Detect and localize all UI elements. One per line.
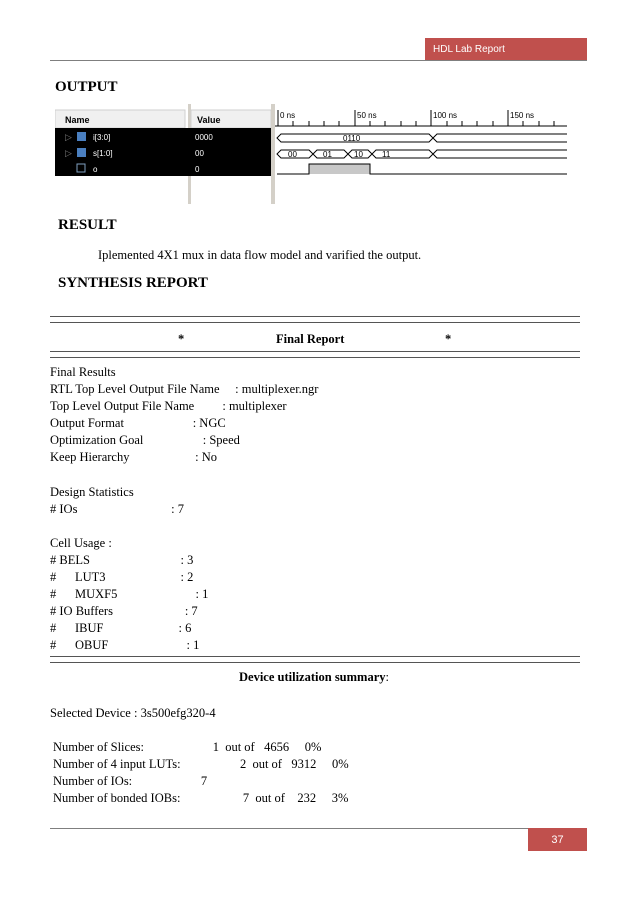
report-line: # LUT3 : 2 xyxy=(50,570,194,584)
footer-rule xyxy=(50,828,587,829)
report-line: Top Level Output File Name : multiplexer xyxy=(50,399,287,413)
report-line: # IO Buffers : 7 xyxy=(50,604,198,618)
selected-device: Selected Device : 3s500efg320-4 xyxy=(50,706,216,720)
result-heading: RESULT xyxy=(58,217,117,233)
page-number: 37 xyxy=(528,828,587,851)
time-label: 100 ns xyxy=(433,111,458,120)
report-rule xyxy=(50,316,580,323)
s-bus-value: 00 xyxy=(288,150,297,159)
report-line: # IBUF : 6 xyxy=(50,621,192,635)
report-line: RTL Top Level Output File Name : multiplexer.ngr xyxy=(50,382,319,396)
report-line: Cell Usage : xyxy=(50,536,112,550)
time-label: 150 ns xyxy=(510,111,535,120)
report-rule xyxy=(50,351,580,358)
signal-value-o: 0 xyxy=(195,165,200,174)
s-bus-value: 10 xyxy=(354,150,363,159)
signal-value-s: 00 xyxy=(195,149,204,158)
util-title-colon: : xyxy=(385,670,389,684)
synthesis-heading: SYNTHESIS REPORT xyxy=(58,275,208,291)
report-line: Keep Hierarchy : No xyxy=(50,450,217,464)
util-line: Number of IOs: 7 xyxy=(53,774,208,788)
expand-icon[interactable]: ▷ xyxy=(65,148,72,158)
header-rule xyxy=(50,60,587,61)
expand-icon[interactable]: ▷ xyxy=(65,132,72,142)
util-line: Number of 4 input LUTs: 2 out of 9312 0% xyxy=(53,757,349,771)
report-line: # BELS : 3 xyxy=(50,553,194,567)
signal-name-i[interactable]: i[3:0] xyxy=(93,133,111,142)
util-title-text: Device utilization summary xyxy=(239,670,386,684)
util-line: Number of bonded IOBs: 7 out of 232 3% xyxy=(53,791,349,805)
header-label: HDL Lab Report xyxy=(425,38,587,61)
report-line: # OBUF : 1 xyxy=(50,638,200,652)
i-bus-value: 0110 xyxy=(343,134,361,143)
output-heading: OUTPUT xyxy=(55,79,118,95)
waveform-figure xyxy=(55,104,567,204)
report-line: Optimization Goal : Speed xyxy=(50,433,240,447)
s-bus-value: 11 xyxy=(382,150,391,159)
time-label: 0 ns xyxy=(280,111,296,120)
s-bus-value: 01 xyxy=(323,150,332,159)
report-line: Design Statistics xyxy=(50,485,134,499)
report-line: # MUXF5 : 1 xyxy=(50,587,209,601)
report-line: # IOs : 7 xyxy=(50,502,185,516)
banner-star-right: * xyxy=(445,332,452,346)
signal-name-s[interactable]: s[1:0] xyxy=(93,149,113,158)
waveform-svg xyxy=(55,104,567,204)
signal-name-o[interactable]: o xyxy=(93,165,98,174)
time-label: 50 ns xyxy=(357,111,377,120)
report-rule xyxy=(50,656,580,663)
result-text: Iplemented 4X1 mux in data flow model and varified the output. xyxy=(98,248,422,262)
col-name-header: Name xyxy=(65,115,90,125)
bus-icon xyxy=(77,148,86,157)
report-line: Output Format : NGC xyxy=(50,416,226,430)
col-value-header: Value xyxy=(197,115,221,125)
signal-value-i: 0000 xyxy=(195,133,213,142)
report-line: Final Results xyxy=(50,365,116,379)
util-line: Number of Slices: 1 out of 4656 0% xyxy=(53,740,322,754)
banner-title: Final Report xyxy=(276,332,345,346)
bus-icon xyxy=(77,132,86,141)
o-high-pulse xyxy=(309,164,370,174)
util-title xyxy=(239,670,389,685)
banner-star-left: * xyxy=(178,332,185,346)
